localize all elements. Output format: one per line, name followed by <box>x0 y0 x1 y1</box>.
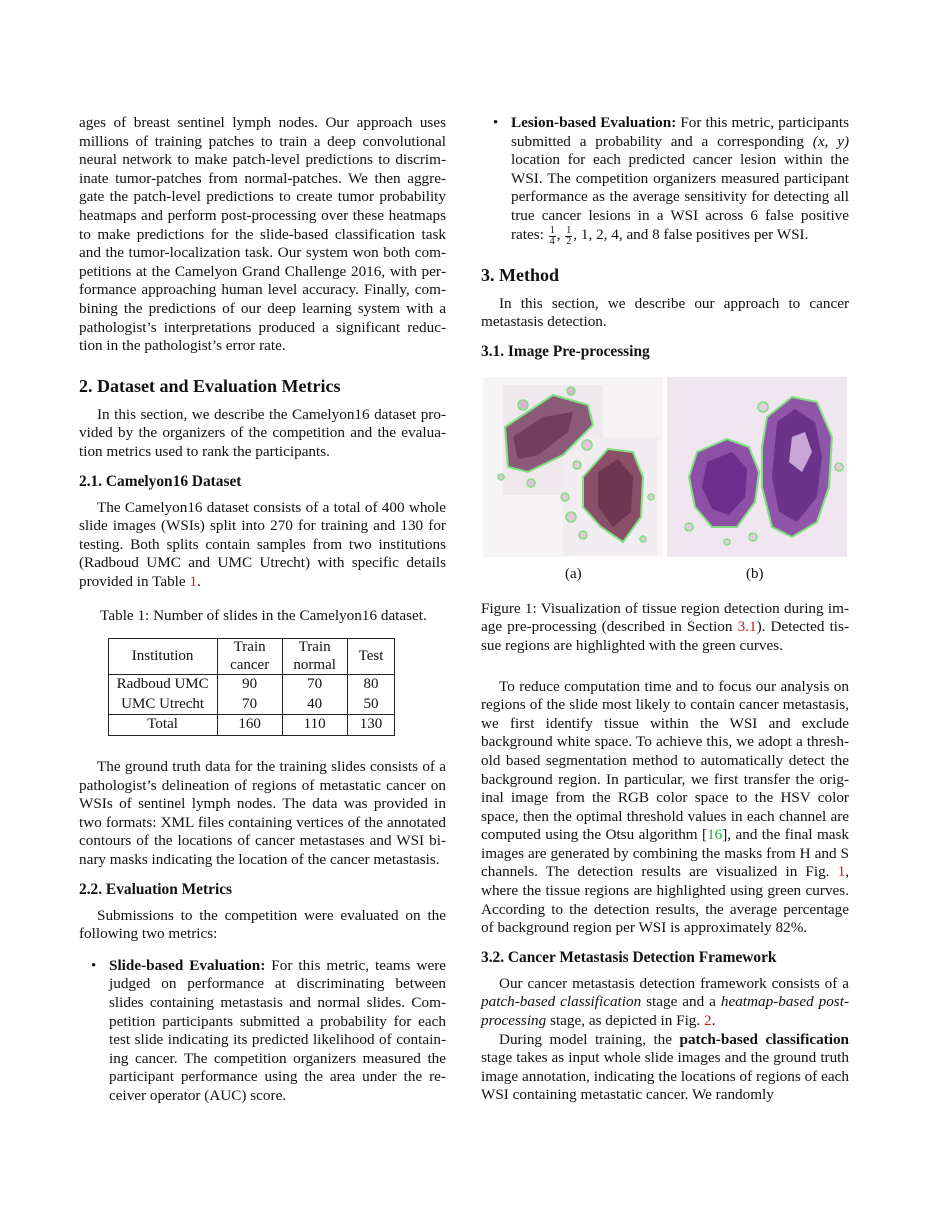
section-3-2-title: 3.2. Cancer Metastasis Detection Framework <box>481 948 777 966</box>
text-span: ], and the final mask images are generated by combining the masks from H and S channels. The detection results are visualized in Fig. <box>481 826 849 881</box>
text-span: Figure 1: Visualization of tissue region detection during image pre-processing (described in Section <box>481 599 849 636</box>
fraction-quarter <box>549 226 556 247</box>
text-span: , where the tissue regions are highlighted using green curves. According to the detection results, the average percentage of background region per WSI is approximately 82%. <box>481 863 849 937</box>
section-ref-link[interactable]: 3.1 <box>737 618 757 636</box>
fraction-denominator: 2 <box>566 235 572 247</box>
bullet-title: Slide-based Evaluation: <box>109 956 266 974</box>
ground-truth-paragraph: The ground truth data for the training slides consists of a pathologist’s delineation of regions of metastatic cancer on WSIs of sentinel lymph nodes. The data was provided in two formats: XML files containing vertices of the annotated contours of the locations of cancer metastases and WSI binary masks indicating the location of the cancer metastasis. <box>79 758 446 868</box>
table-ref-link[interactable]: 1 <box>189 572 198 590</box>
section-3-paragraph: In this section, we describe our approach to cancer metastasis detection. <box>481 294 849 331</box>
section-2-1-title: 2.1. Camelyon16 Dataset <box>79 472 242 490</box>
text-span: stage takes as input whole slide images and the ground truth image annotation, indicating the locations of regions of each WSI containing metastatic cancer. We randomly <box>481 1049 849 1104</box>
figure-panel-a-image <box>483 377 663 557</box>
fraction-denominator: 4 <box>549 235 555 247</box>
figure-panel-b-image <box>667 377 847 557</box>
text-span: Our cancer metastasis detection framework consists of a <box>499 974 849 992</box>
table-header-institution: Institution <box>108 639 217 675</box>
bullet-text: , 1, 2, 4, and 8 false positives per WSI. <box>573 225 809 243</box>
table-cell: UMC Utrecht <box>108 695 217 715</box>
table-cell: 130 <box>347 715 395 736</box>
citation-link[interactable]: 16 <box>707 826 723 844</box>
metrics-list <box>79 957 446 1106</box>
comma: , <box>556 225 565 243</box>
coord-math: (x, y) <box>812 132 849 150</box>
fraction-half <box>565 226 572 247</box>
fraction-numerator: 1 <box>549 224 555 236</box>
metrics-list-continued <box>481 114 849 247</box>
table-cell: 50 <box>347 695 395 715</box>
table-cell: 70 <box>217 695 282 715</box>
section-2-1-paragraph <box>79 499 446 592</box>
table-cell: 110 <box>282 715 347 736</box>
figure-1 <box>481 377 849 597</box>
table-row <box>108 675 395 695</box>
table-wrapper <box>79 638 446 736</box>
text-span: stage, as depicted in Fig. <box>546 1012 704 1030</box>
dataset-table <box>108 638 396 736</box>
table-cell: Radboud UMC <box>108 675 217 695</box>
emphasis-text: heatmap-based post-processing <box>481 993 849 1030</box>
text-span: stage and a <box>641 993 721 1011</box>
bullet-title: Lesion-based Evaluation: <box>511 114 677 131</box>
left-column <box>79 114 446 1106</box>
bullet-text: For this metric, teams were judged on performance at discriminating between slides containing metastasis and normal slides. Competition participants submitted a probability for each test slide indicating its predicted likelihood of containing cancer. The competition organizers measured the participant performance using the area under the receiver operator (AUC) score. <box>109 956 446 1104</box>
text-span: ). Detected tissue regions are highlighted with the green curves. <box>481 618 849 654</box>
figure-label-a: (a) <box>565 565 582 582</box>
bullet-text: location for each predicted cancer lesion within the WSI. The competition organizers measured participant performance as the average sensitivity for detecting all true cancer lesions in a WSI across 6 false positive rates: <box>511 151 849 243</box>
table-cell: Total <box>108 715 217 736</box>
table-cell: 90 <box>217 675 282 695</box>
framework-paragraph <box>481 975 849 1031</box>
right-column <box>481 114 849 1105</box>
preprocessing-paragraph <box>481 678 849 938</box>
text-span: During model training, the <box>499 1030 680 1048</box>
section-2-2-paragraph: Submissions to the competition were evaluated on the following two metrics: <box>79 906 446 943</box>
table-header-train-cancer: Train cancer <box>217 639 282 675</box>
section-3-title: 3. Method <box>481 264 559 285</box>
list-item <box>79 957 446 1106</box>
table-header-test: Test <box>347 639 395 675</box>
text-span: . <box>197 572 201 590</box>
table-row-total <box>108 715 395 736</box>
text-span: To reduce computation time and to focus our analysis on regions of the slide most likely to contain cancer metastasis, we first identify tissue within the WSI and exclude background white space. To achieve this, we adopt a threshold based segmentation method to automatically detect the background region. In particular, we first transfer the original image from the RGB color space to the HSV color space, then the optimal threshold values in each channel are computed using the Otsu algorithm [ <box>481 677 849 844</box>
figure-1-caption <box>481 600 849 656</box>
table-caption: Table 1: Number of slides in the Camelyon16 dataset. <box>100 607 427 625</box>
text-span: The Camelyon16 dataset consists of a total of 400 whole slide images (WSIs) split into 270 for training and 130 for testing. Both splits contain samples from two institutions (Radboud UMC and UMC Utrecht) with specific details provided in Table <box>79 498 446 590</box>
table-cell: 40 <box>282 695 347 715</box>
table-row <box>108 695 395 715</box>
figure-label-b: (b) <box>746 565 764 582</box>
training-paragraph <box>481 1031 849 1105</box>
table-cell: 80 <box>347 675 395 695</box>
section-2-paragraph: In this section, we describe the Camelyon16 dataset provided by the organizers of the competition and the evaluation metrics used to rank the participants. <box>79 405 446 460</box>
figure-ref-link[interactable]: 2 <box>704 1012 712 1030</box>
section-3-1-title: 3.1. Image Pre-processing <box>481 342 650 360</box>
bullet-text: For this metric, participants submitted a probability and a corresponding <box>511 114 849 150</box>
list-item <box>481 114 849 247</box>
text-span: . <box>711 1012 716 1030</box>
table-cell: 70 <box>282 675 347 695</box>
section-2-title: 2. Dataset and Evaluation Metrics <box>79 375 341 396</box>
figure-ref-link[interactable]: 1 <box>837 863 846 881</box>
intro-paragraph: ages of breast sentinel lymph nodes. Our approach uses millions of training patches to train a deep convolutional neural network to make patch-level predictions to discriminate tumor-patches from normal-patches. We then aggregate the patch-level predictions to create tumor probability heatmaps and perform post-processing over these heatmaps to make predictions for the slide-based classification task and the tumor-localization task. Our system won both competitions at the Camelyon Grand Challenge 2016, with performance approaching human level accuracy. Finally, combining the predictions of our deep learning system with a pathologist’s interpretations produced a significant reduction in the pathologist’s error rate. <box>79 114 446 355</box>
section-2-2-title: 2.2. Evaluation Metrics <box>79 880 233 898</box>
fraction-numerator: 1 <box>566 224 572 236</box>
emphasis-text: patch-based classification <box>481 993 642 1011</box>
table-header-train-normal: Train normal <box>282 639 347 675</box>
table-cell: 160 <box>217 715 282 736</box>
bold-text: patch-based classification <box>679 1030 850 1048</box>
